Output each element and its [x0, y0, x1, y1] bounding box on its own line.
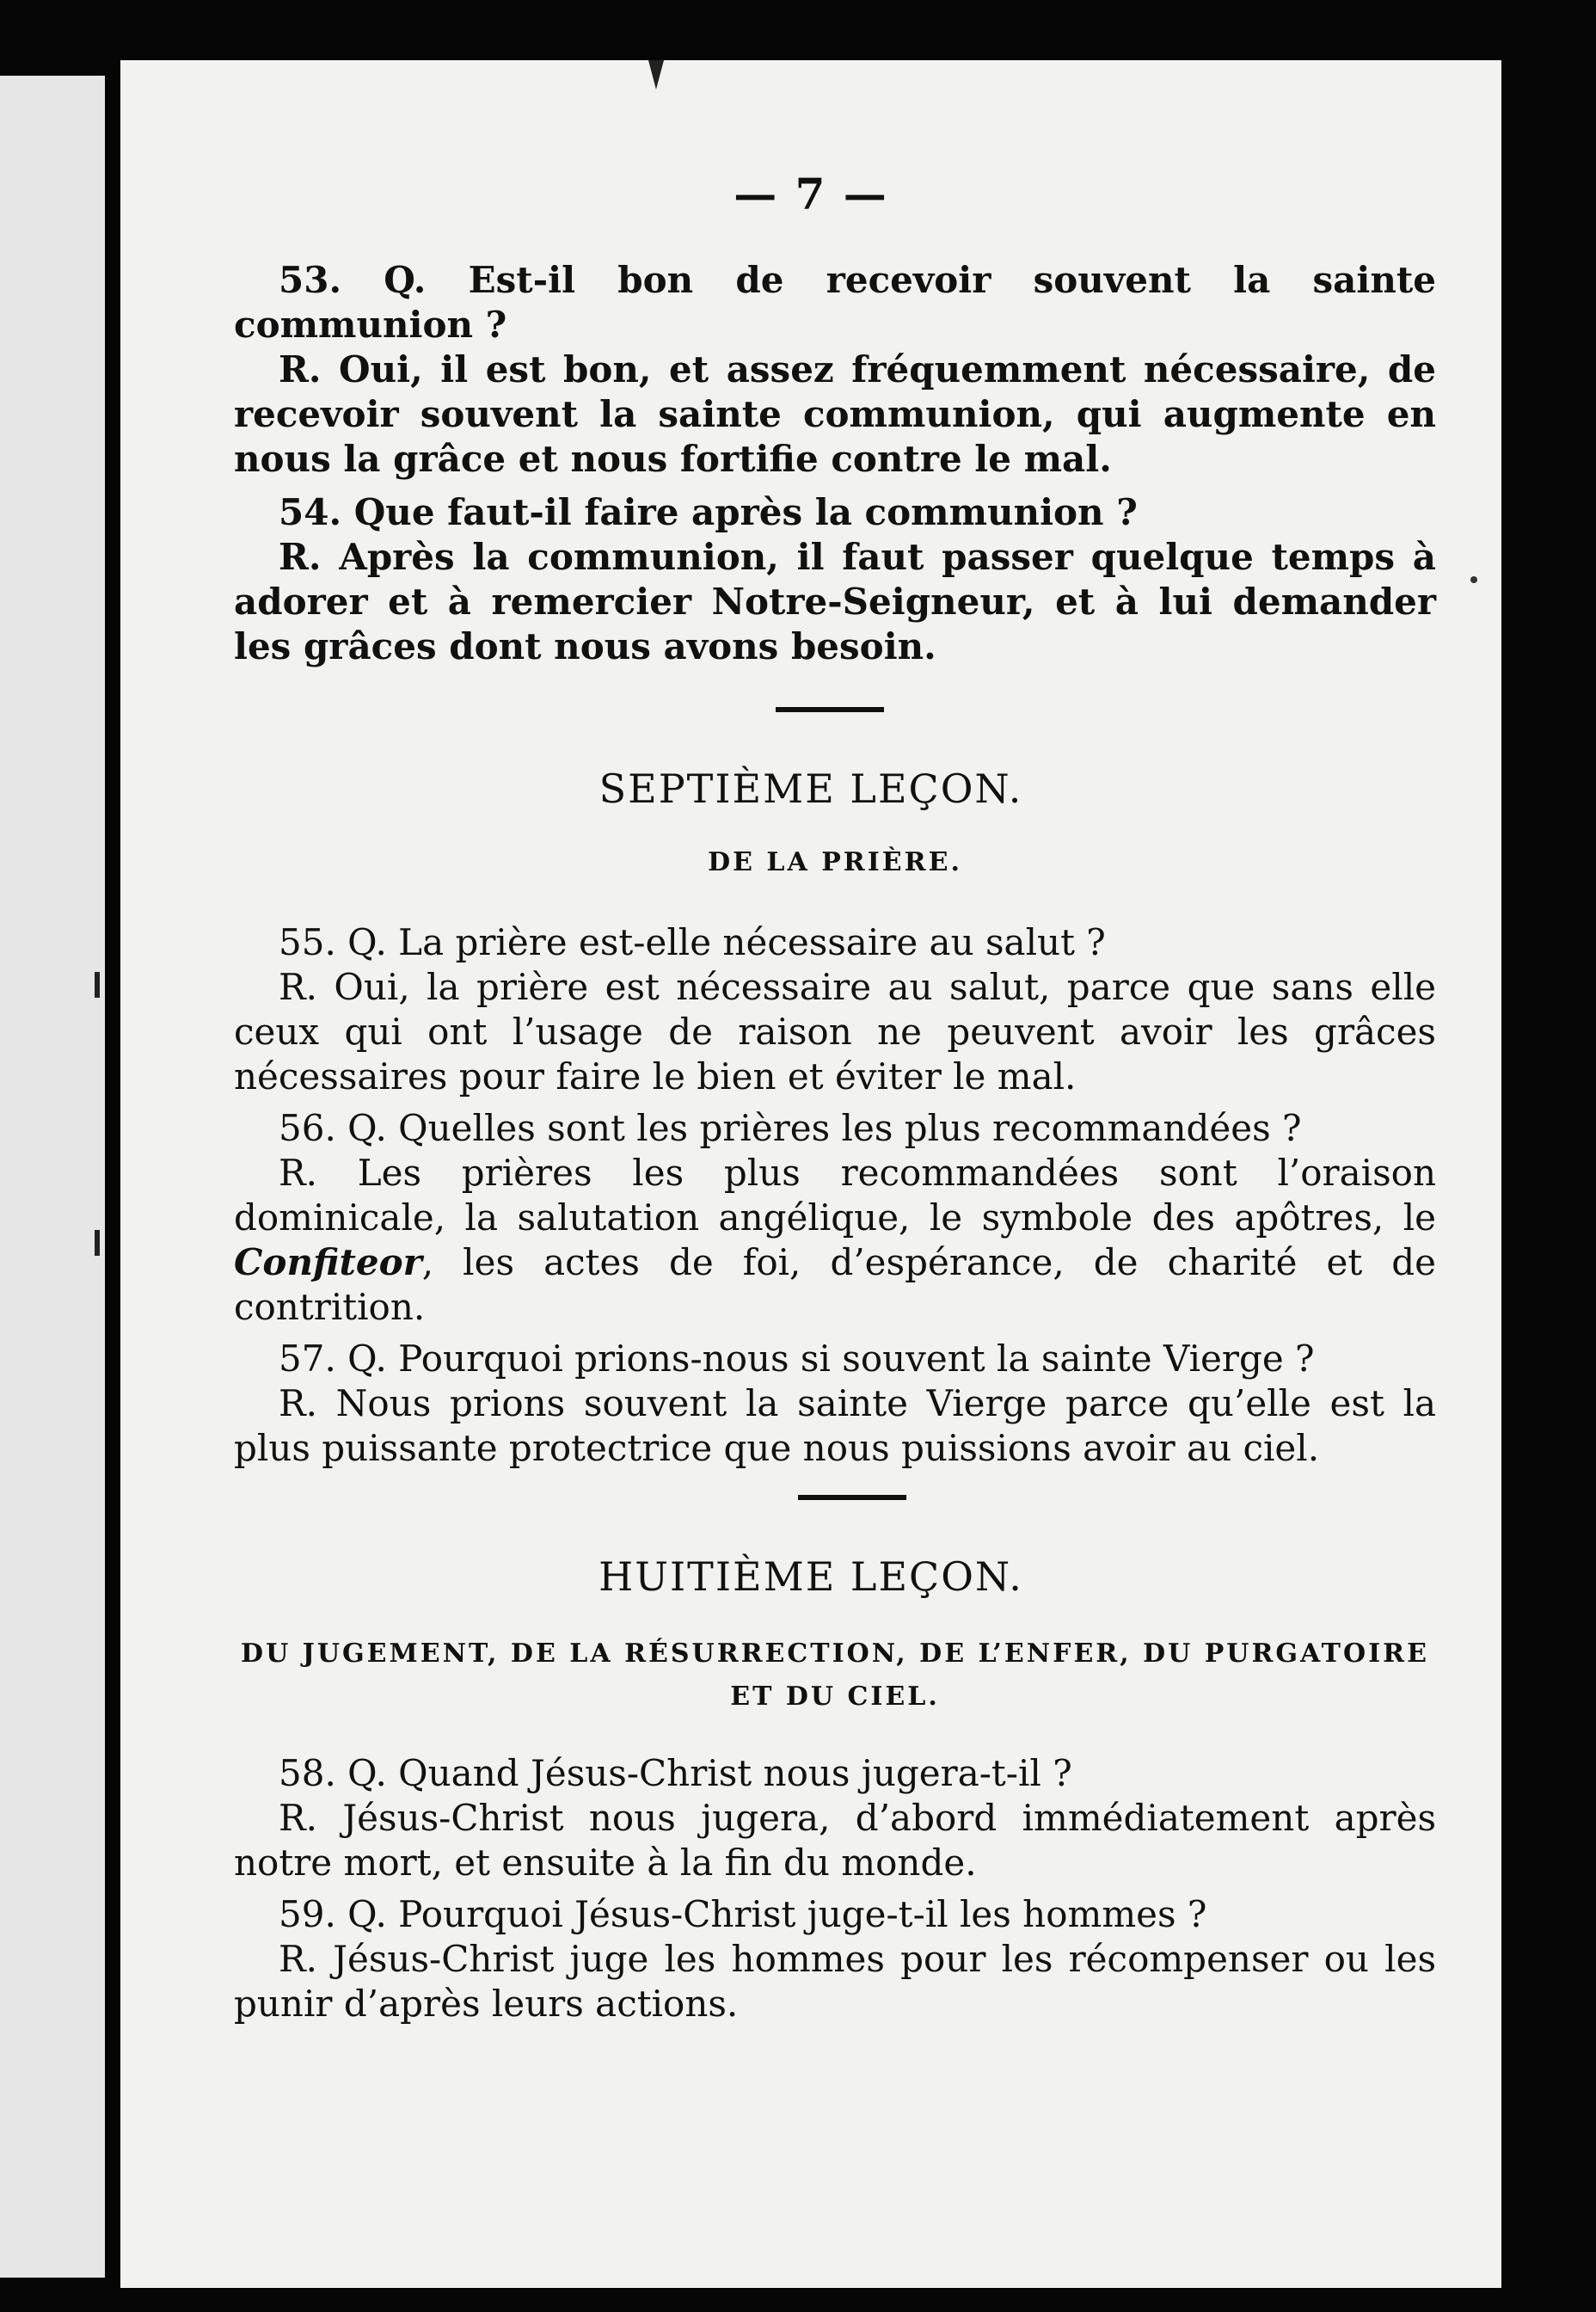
question-56: 56. Q. Quelles sont les prières les plus recommandées ? [279, 1107, 1302, 1149]
text-block-1 [234, 258, 1436, 669]
answer-59: R. Jésus-Christ juge les hommes pour les récompenser ou les punir d’après leurs actions. [234, 1938, 1436, 2025]
question-58: 58. Q. Quand Jésus-Christ nous jugera-t-il ? [279, 1752, 1072, 1794]
answer-56-text: R. Les prières les plus recommandées sont l’oraison dominicale, la salutation angélique, le symbole des apôtres, le [234, 1152, 1436, 1239]
question-53: 53. Q. Est-il bon de recevoir souvent la sainte communion ? [234, 259, 1436, 346]
page-number: — 7 — [734, 169, 888, 219]
answer-54: R. Après la communion, il faut passer quelque temps à adorer et à remercier Notre-Seigneur, et à lui demander les grâces dont nous avons besoin. [234, 536, 1436, 667]
question-54: 54. Que faut-il faire après la communion ? [279, 491, 1138, 533]
lesson-7-subtitle: DE LA PRIÈRE. [708, 847, 962, 877]
margin-mark [95, 972, 100, 998]
question-57: 57. Q. Pourquoi prions-nous si souvent la sainte Vierge ? [279, 1337, 1315, 1380]
question-59: 59. Q. Pourquoi Jésus-Christ juge-t-il les hommes ? [279, 1893, 1207, 1935]
answer-56-text-end: , les actes de foi, d’espérance, de charité et de contrition. [234, 1241, 1436, 1328]
lesson-8-title: HUITIÈME LEÇON. [598, 1553, 1023, 1600]
lesson-8-subtitle: DU JUGEMENT, DE LA RÉSURRECTION, DE L’ENFER, DU PURGATOIRE ET DU CIEL. [241, 1639, 1429, 1712]
facing-page-edge [0, 76, 105, 2278]
book-page [120, 60, 1501, 2288]
section-divider [798, 1495, 906, 1500]
answer-56-confiteor: Confiteor [234, 1241, 422, 1283]
answer-58: R. Jésus-Christ nous jugera, d’abord immédiatement après notre mort, et ensuite à la fin du monde. [234, 1797, 1436, 1884]
margin-mark [95, 1230, 100, 1256]
lesson-7-title: SEPTIÈME LEÇON. [598, 766, 1023, 812]
answer-55: R. Oui, la prière est nécessaire au salut, parce que sans elle ceux qui ont l’usage de raison ne peuvent avoir les grâces nécessaires pour faire le bien et éviter le mal. [234, 966, 1436, 1098]
question-55: 55. Q. La prière est-elle nécessaire au salut ? [279, 921, 1106, 963]
answer-56 [234, 1151, 1436, 1330]
binding-mark [648, 60, 664, 89]
section-divider [776, 707, 884, 712]
text-block-2 [234, 920, 1436, 1471]
ink-dot [1470, 576, 1477, 583]
text-block-3 [234, 1751, 1436, 2026]
answer-57: R. Nous prions souvent la sainte Vierge parce qu’elle est la plus puissante protectrice que nous puissions avoir au ciel. [234, 1382, 1436, 1469]
answer-53: R. Oui, il est bon, et assez fréquemment nécessaire, de recevoir souvent la sainte communion, qui augmente en nous la grâce et nous fortifie contre le mal. [234, 348, 1436, 480]
